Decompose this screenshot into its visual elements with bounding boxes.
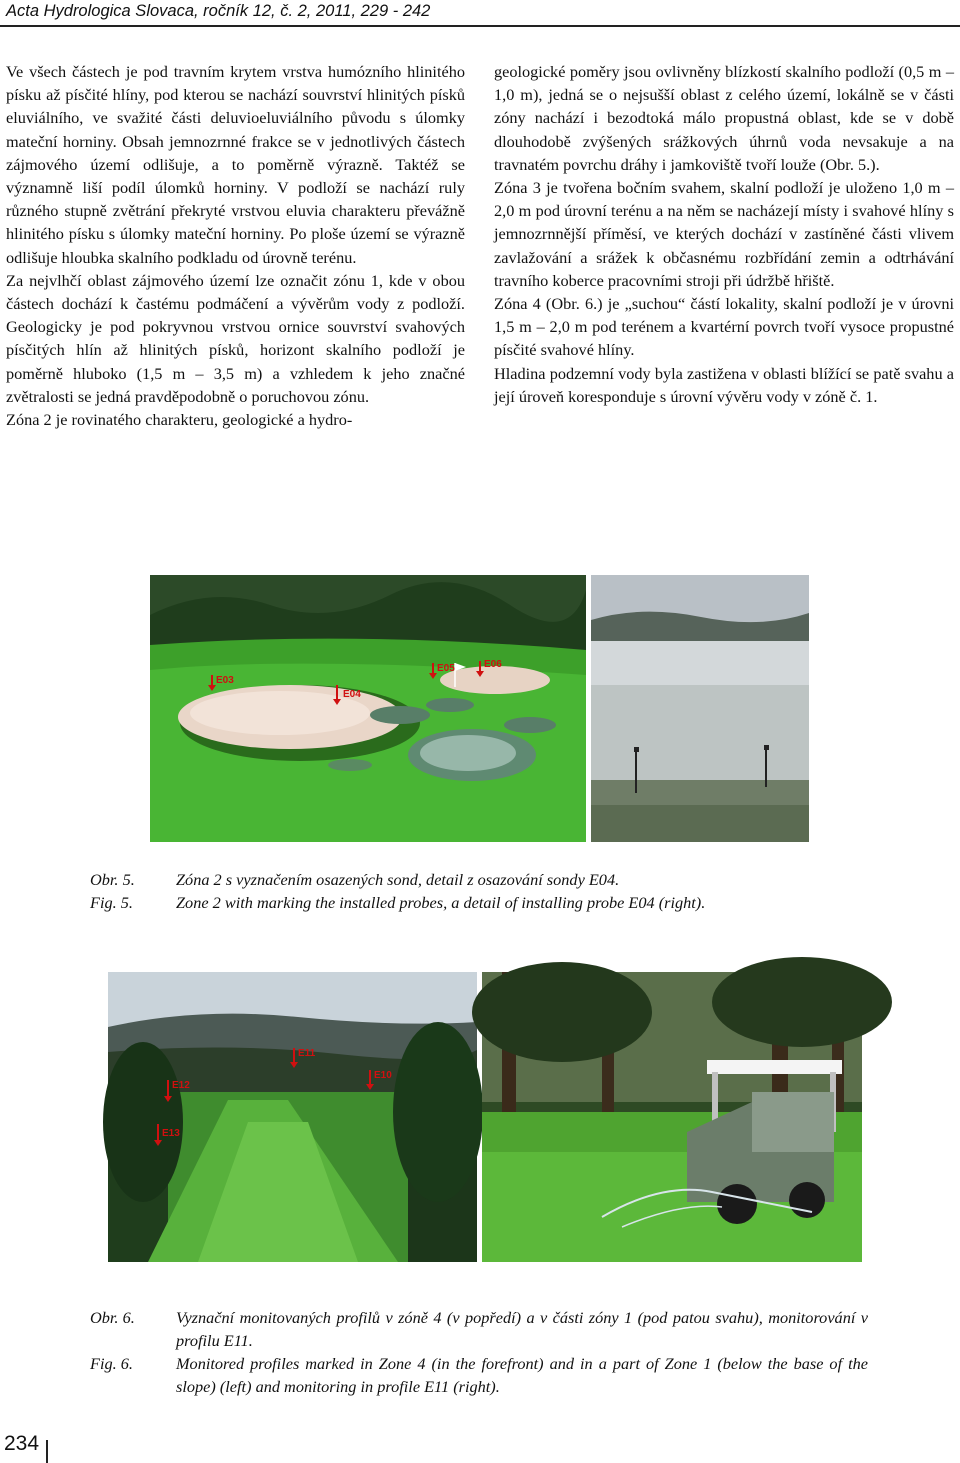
svg-text:E11: E11 [298,1048,316,1059]
svg-text:E12: E12 [172,1080,190,1091]
figure5-probe-installation-photo [591,575,809,842]
svg-text:E03: E03 [216,675,234,686]
svg-text:E05: E05 [437,663,455,674]
left-text-column [6,60,465,431]
svg-text:E10: E10 [374,1070,392,1081]
caption-text: Zóna 2 s vyznačením osazených sond, detail z osazování sondy E04. [176,870,620,889]
paragraph: Za nejvlhčí oblast zájmového území lze označit zónu 1, kde v obou částech dochází k častému podmáčení a vývěrům vody z podloží. Geologicky je pod pokryvnou vrstvou ornice souvrství svahových písčitých hlín až hlinitých písků, horizont skalního podloží je poměrně hluboko (1,5 m – 3,5 m) a vzhledem k jeho značné zvětralosti se jedná pravděpodobně o poruchovou zónu. [6,270,465,406]
paragraph: Zóna 2 je rovinatého charakteru, geologické a hydro- [6,410,353,430]
svg-text:E06: E06 [484,659,502,670]
paragraph: Zóna 4 (Obr. 6.) je „suchou“ částí lokality, skalní podloží je v úrovni 1,5 m – 2,0 m pod terénem a kvartérní povrch tvoří vysoce propustné písčité svahové hlíny. [494,294,954,360]
caption-label: Obr. 5. [90,870,135,889]
figure6-caption [90,1306,868,1398]
right-text-column [494,60,954,408]
figure6-monitoring-cart-photo [482,972,862,1262]
svg-text:E04: E04 [343,689,361,700]
caption-text: Zone 2 with marking the installed probes, a detail of installing probe E04 (right). [176,893,706,912]
svg-text:E13: E13 [162,1128,180,1139]
caption-text: Monitored profiles marked in Zone 4 (in the forefront) and in a part of Zone 1 (below the base of the slope) (left) and monitoring in profile E11 (right). [176,1354,868,1396]
caption-text: Vyznační monitovaných profilů v zóně 4 (v popředí) a v části zóny 1 (pod patou svahu), monitorování v profilu E11. [176,1308,868,1350]
paragraph: Hladina podzemní vody byla zastižena v oblasti blížící se patě svahu a její úroveň koresponduje s úrovní vývěru vody v zóně č. 1. [494,363,954,406]
header-divider [0,25,960,27]
figure6-fairway-profiles-photo [108,972,477,1262]
figure5-caption [90,868,870,914]
paragraph: geologické poměry jsou ovlivněny blízkostí skalního podloží (0,5 m – 1,0 m), jedná se o nejsušší oblast z celého území, lokálně se v části zóny nachází i bezodtoká málo propustná oblast, kde se v době dlouhodobě zvýšených srážkových úhrnů voda nevsakuje a na travnatém povrchu dráhy i jamkoviště tvoří louže (Obr. 5.). [494,62,954,174]
caption-label: Fig. 6. [90,1354,133,1373]
caption-label: Fig. 5. [90,893,133,912]
page-number: 234 [4,1432,40,1455]
caption-label: Obr. 6. [90,1308,135,1327]
paragraph: Zóna 3 je tvořena bočním svahem, skalní podloží je uloženo 1,0 m – 2,0 m pod úrovní terénu a na něm se nacházejí místy i svahové hlíny s jemnozrnnější příměsí, ve kterých dochází v zastíněné části vlivem zavlažování a srážek k občasnému rozbřídání zemin a odtrhávání travního koberce pracovními stroji při údržbě hřiště. [494,178,954,290]
paragraph: Ve všech částech je pod travním krytem vrstva humózního hlinitého písku až písčité hlíny, pod kterou se nachází souvrství hlinitých písků eluviálního, ve svažité části deluvioeluviálního původu s úlomky mateční horniny. Obsah jemnozrnné frakce se v jednotlivých částech zájmového území odlišuje, a to poměrně výrazně. Taktéž se významně liší podíl úlomků horniny. V podloží se nachází ruly různého stupně zvětrání překryté vrstvou eluvia charakteru převážně hlinitého písku s úlomky mateční horniny. Po ploše území se výrazně odlišuje hloubka skalního podkladu od úrovně terénu. [6,62,465,267]
footer-divider [46,1440,48,1463]
figure5-golf-green-photo [150,575,586,842]
journal-header: Acta Hydrologica Slovaca, ročník 12, č. 2, 2011, 229 - 242 [6,2,431,20]
